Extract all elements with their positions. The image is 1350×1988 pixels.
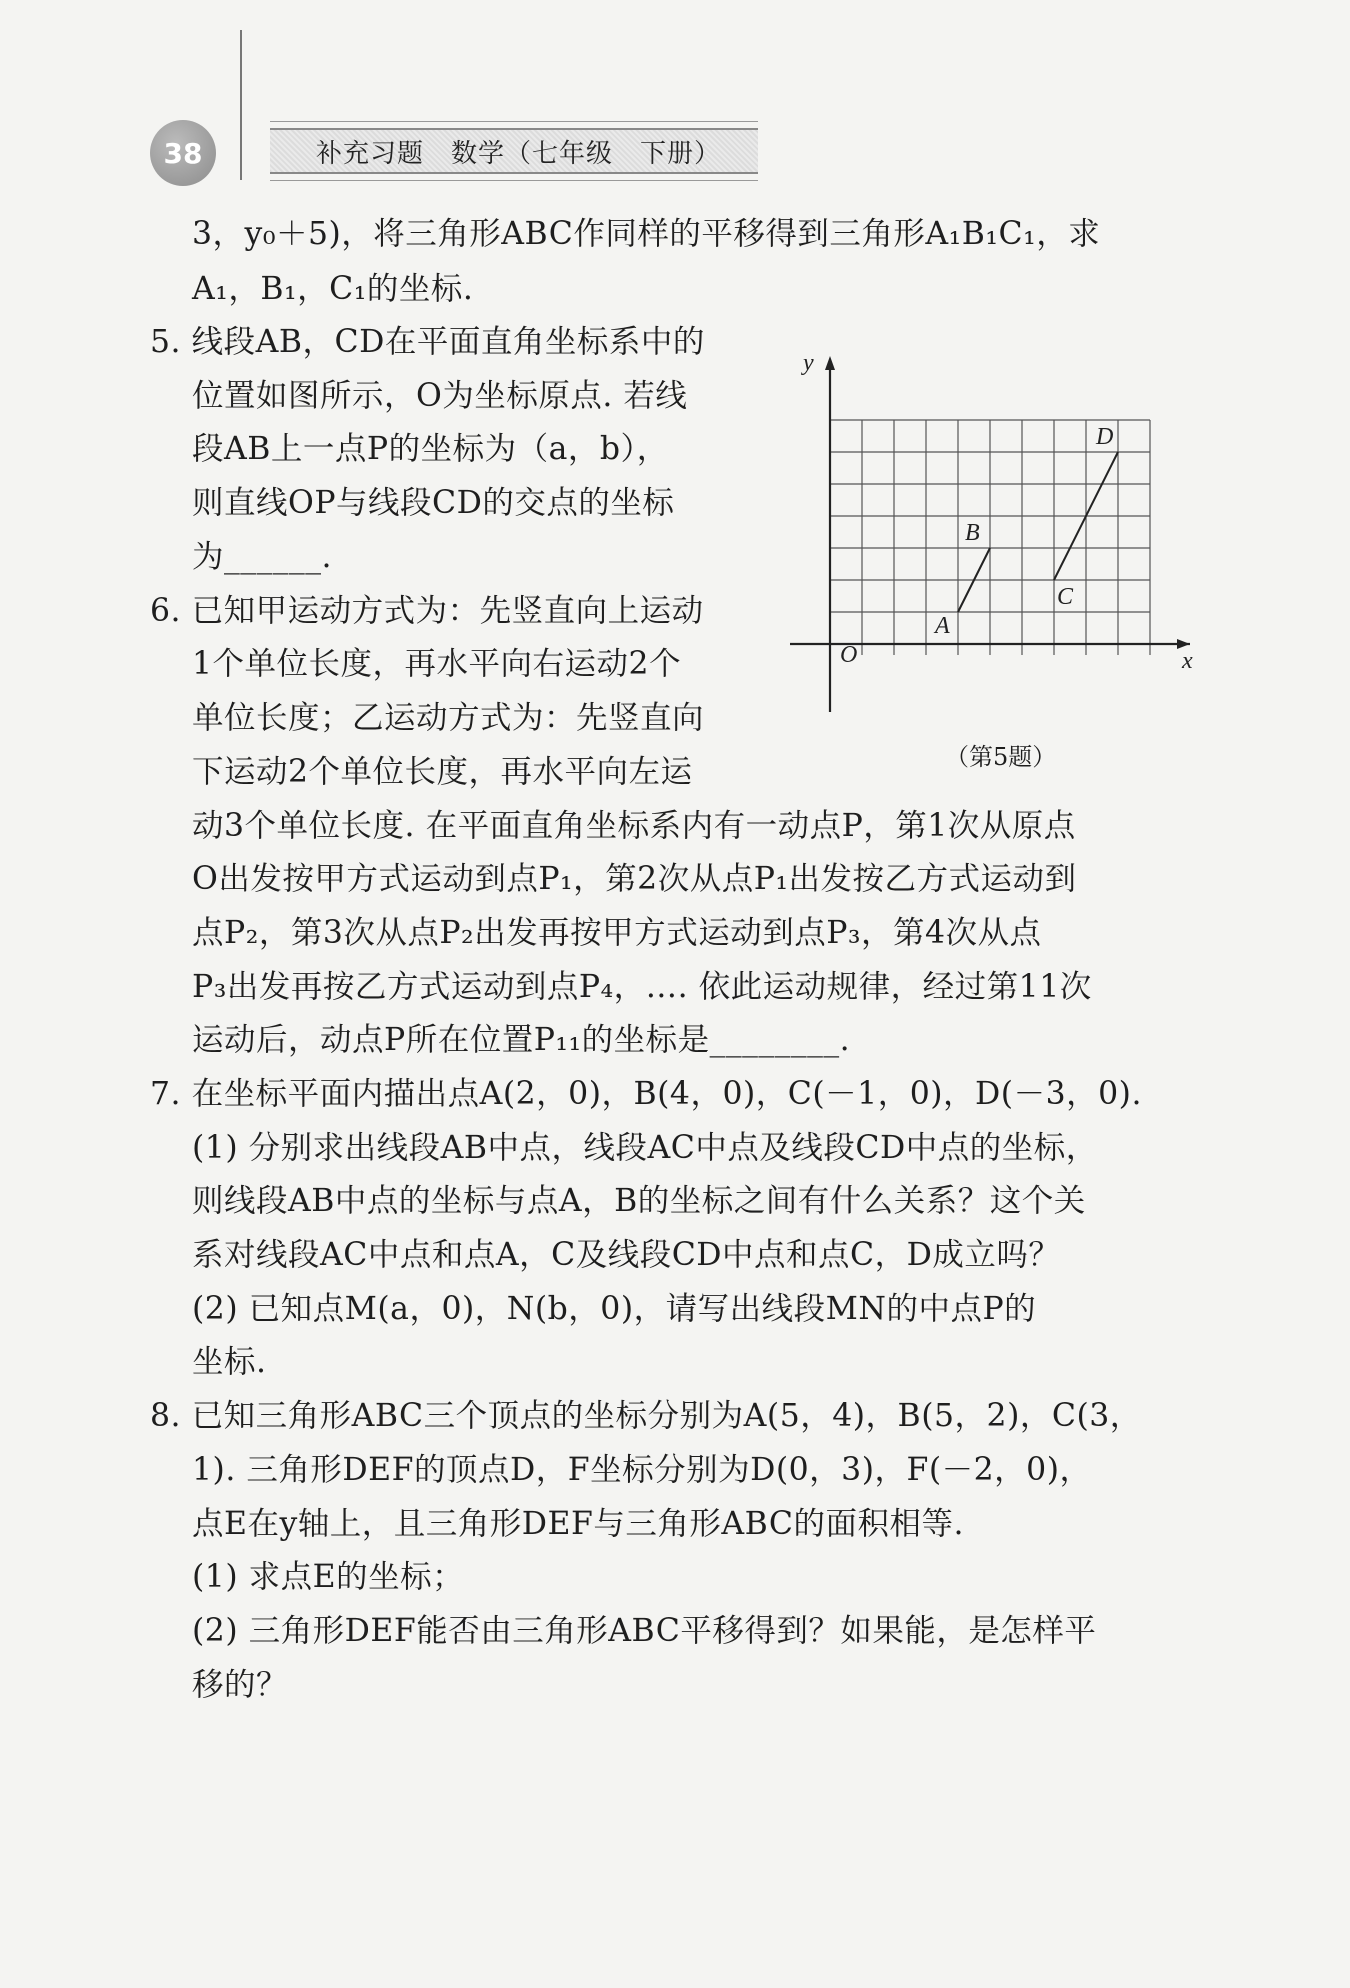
problem-6-line: 动3个单位长度. 在平面直角坐标系内有一动点P，第1次从原点: [192, 808, 1076, 844]
y-axis-arrow-icon: [825, 356, 835, 370]
problem-5-line: 则直线OP与线段CD的交点的坐标: [192, 485, 675, 521]
problem-5-line: 位置如图所示，O为坐标原点. 若线: [192, 378, 688, 414]
problem-8-line: 点E在y轴上，且三角形DEF与三角形ABC的面积相等.: [192, 1506, 964, 1542]
problem-7-line: 系对线段AC中点和点A，C及线段CD中点和点C，D成立吗？: [192, 1237, 1061, 1273]
problem-7-line: 则线段AB中点的坐标与点A，B的坐标之间有什么关系？这个关: [192, 1183, 1086, 1219]
problem-7-line: (2) 已知点M(a，0)，N(b，0)，请写出线段MN的中点P的: [192, 1291, 1037, 1327]
x-axis-label: x: [1182, 648, 1193, 674]
problem-7-line: 坐标.: [192, 1344, 267, 1380]
problem-8-line: (2) 三角形DEF能否由三角形ABC平移得到？如果能，是怎样平: [192, 1613, 1097, 1649]
coordinate-grid-figure: [785, 350, 1205, 720]
problem-6-line: 点P₂，第3次从点P₂出发再按甲方式运动到点P₃，第4次从点: [192, 915, 1042, 951]
figure-caption: （第5题）: [945, 743, 1057, 771]
problem-5-line: 为______.: [192, 539, 333, 575]
problem-5-line: 段AB上一点P的坐标为（a，b），: [192, 431, 669, 467]
problem-8-line: 1). 三角形DEF的顶点D，F坐标分别为D(0，3)，F(－2，0)，: [192, 1452, 1092, 1488]
point-d-label: D: [1096, 424, 1114, 450]
problem-6-line: 单位长度；乙运动方式为：先竖直向: [192, 700, 705, 736]
margin-rule: [240, 30, 242, 180]
y-axis-label: y: [803, 350, 814, 376]
running-header: 补充习题 数学（七年级 下册）: [270, 128, 758, 174]
problem-6-line: 下运动2个单位长度，再水平向左运: [192, 754, 693, 790]
problem-8-line: 8. 已知三角形ABC三个顶点的坐标分别为A(5，4)，B(5，2)，C(3，: [150, 1398, 1142, 1434]
text-line: 3，y₀＋5)，将三角形ABC作同样的平移得到三角形A₁B₁C₁，求: [192, 216, 1101, 252]
grid-lines: [830, 420, 1150, 655]
problem-6-line: 1个单位长度，再水平向右运动2个: [192, 646, 682, 682]
problem-6-line: P₃出发再按乙方式运动到点P₄，…. 依此运动规律，经过第11次: [192, 969, 1092, 1005]
point-a-label: A: [935, 613, 950, 639]
point-b-label: B: [965, 520, 980, 546]
problem-7-line: (1) 分别求出线段AB中点，线段AC中点及线段CD中点的坐标，: [192, 1130, 1098, 1166]
problem-5-line: 5. 线段AB，CD在平面直角坐标系中的: [150, 324, 705, 360]
problem-6-line: 6. 已知甲运动方式为：先竖直向上运动: [150, 593, 704, 629]
problem-8-line: 移的？: [192, 1667, 289, 1703]
problem-8-line: (1) 求点E的坐标；: [192, 1559, 465, 1595]
problem-6-line: 运动后，动点P所在位置P₁₁的坐标是________.: [192, 1022, 851, 1058]
text-line: A₁，B₁，C₁的坐标.: [192, 271, 474, 307]
problem-6-line: O出发按甲方式运动到点P₁，第2次从点P₁出发按乙方式运动到: [192, 861, 1077, 897]
page-number-badge: 38: [150, 120, 216, 186]
point-c-label: C: [1057, 584, 1074, 610]
origin-label: O: [840, 642, 858, 668]
problem-7-line: 7. 在坐标平面内描出点A(2，0)，B(4，0)，C(－1，0)，D(－3，0).: [150, 1076, 1142, 1112]
